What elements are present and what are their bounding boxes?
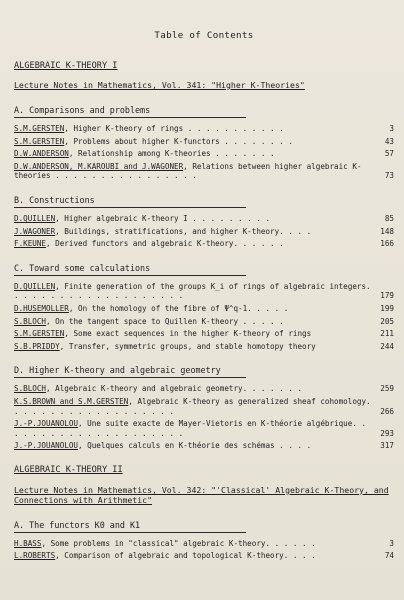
- toc-entry: [14, 329, 394, 339]
- part1-title: ALGEBRAIC K-THEORY I: [14, 61, 118, 71]
- entry-page: 74: [384, 551, 394, 561]
- section-d: [14, 365, 394, 451]
- entry-page: 3: [389, 124, 394, 133]
- entry-title: , Relationship among K-theories . . . . . . .: [68, 149, 275, 159]
- toc-entry: [14, 124, 394, 134]
- entry-page: 205: [380, 316, 394, 326]
- entry-title: , Finite generation of the groups K_i of rings of algebraic integers. . . . . . . . . . . . . . . . . . . .: [14, 281, 371, 301]
- entry-title: , Derived functors and algebraic K-theory. . . . . .: [46, 239, 284, 249]
- entry-author: D.HUSEMOLLER: [14, 303, 69, 313]
- entry-author: S.B.PRIDDY: [14, 341, 60, 351]
- entry-title: , Some exact sequences in the higher K-theory of rings: [64, 329, 312, 339]
- toc-entry: [14, 282, 394, 301]
- toc-entry: [14, 227, 394, 237]
- entry-title: , Relations between higher algebraic K-theories . . . . . . . . . . . . . . . .: [14, 161, 362, 181]
- entry-page: 179: [380, 291, 394, 301]
- entry-author: K.S.BROWN and S.M.GERSTEN: [14, 396, 129, 406]
- entry-title: , Higher algebraic K-theory I . . . . . . . . .: [55, 213, 271, 223]
- part2-section-a: [14, 520, 394, 561]
- toc-entry: [14, 551, 394, 561]
- entry-title: , Problems about higher K-functors . . . . . . . .: [64, 136, 293, 146]
- entry-title: , Buildings, stratifications, and higher K-theory. . . .: [55, 226, 312, 236]
- toc-entry: [14, 384, 394, 394]
- entry-page: 293: [380, 428, 394, 438]
- section-heading: A. The functors K0 and K1: [14, 520, 246, 533]
- toc-entry: [14, 239, 394, 249]
- toc-entry: [14, 162, 394, 181]
- entry-author: J.WAGONER: [14, 226, 56, 236]
- entry-author: S.BLOCH: [14, 316, 47, 326]
- entry-page: 259: [380, 384, 394, 394]
- part1-subtitle: Lecture Notes in Mathematics, Vol. 341: "Higher K-Theories": [14, 80, 305, 90]
- entry-title: , On the tangent space to Quillen K-theory . . . . .: [46, 316, 284, 326]
- entry-page: 317: [380, 441, 394, 451]
- entry-author: S.M.GERSTEN: [14, 136, 65, 146]
- entry-author: D.QUILLEN: [14, 213, 56, 223]
- entry-author: H.BASS: [14, 538, 42, 548]
- entry-author: D.QUILLEN: [14, 281, 56, 291]
- entry-author: D.W.ANDERSON, M.KAROUBI and J.WAGONER: [14, 161, 184, 171]
- entry-title: , Some problems in "classical" algebraic K-theory. . . . . .: [41, 538, 316, 548]
- entry-page: 43: [384, 136, 394, 146]
- entry-page: 199: [380, 303, 394, 313]
- toc-entry: [14, 539, 394, 549]
- section-c: [14, 263, 394, 352]
- entry-title: , Quelques calculs en K-théorie des schémas . . . .: [78, 441, 312, 451]
- entry-page: 244: [380, 341, 394, 351]
- entry-author: J.-P.JOUANOLOU: [14, 441, 79, 451]
- entry-title: , Une suite exacte de Mayer-Vietoris en K-théorie algébrique. . . . . . . . . . . . . . . . . . . . .: [14, 419, 367, 438]
- entry-author: D.W.ANDERSON: [14, 149, 69, 159]
- page-title: Table of Contents: [154, 30, 254, 41]
- entry-author: J.-P.JOUANOLOU: [14, 419, 79, 429]
- entry-author: S.M.GERSTEN: [14, 124, 65, 133]
- part2-title: ALGEBRAIC K-THEORY II: [14, 464, 123, 475]
- entry-page: 57: [384, 149, 394, 159]
- entry-author: F.KEUNE: [14, 239, 47, 249]
- entry-page: 85: [384, 213, 394, 223]
- toc-entry: [14, 149, 394, 159]
- entry-title: , On the homology of the fibre of Ψ^q-1. . . . .: [68, 303, 289, 313]
- entry-author: S.M.GERSTEN: [14, 329, 65, 339]
- entry-title: , Comparison of algebraic and topological K-theory. . . .: [55, 551, 316, 561]
- entry-title: , Higher K-theory of rings . . . . . . . . . . .: [64, 124, 284, 133]
- section-heading: D. Higher K-theory and algebraic geometry: [14, 365, 246, 378]
- section-b: [14, 195, 394, 249]
- toc-entry: [14, 441, 394, 451]
- entry-page: 211: [380, 329, 394, 339]
- toc-entry: [14, 397, 394, 416]
- section-heading: A. Comparisons and problems: [14, 105, 246, 118]
- section-heading: C. Toward some calculations: [14, 263, 246, 276]
- toc-entry: [14, 419, 394, 438]
- entry-page: 166: [380, 239, 394, 249]
- entry-author: L.ROBERTS: [14, 551, 56, 561]
- toc-entry: [14, 342, 394, 352]
- toc-entry: [14, 317, 394, 327]
- entry-page: 3: [389, 538, 394, 548]
- entry-title: , Algebraic K-theory and algebraic geometry. . . . . . .: [46, 384, 303, 394]
- entry-title: , Algebraic K-theory as generalized sheaf cohomology. . . . . . . . . . . . . . . . . . .: [14, 396, 371, 416]
- entry-page: 148: [380, 226, 394, 236]
- section-a: [14, 105, 394, 181]
- entry-page: 73: [384, 171, 394, 181]
- part2-subtitle: Lecture Notes in Mathematics, Vol. 342: "'Classical' Algebraic K-Theory, and Connections with Arithmetic": [14, 484, 389, 505]
- toc-entry: [14, 304, 394, 314]
- entry-author: S.BLOCH: [14, 384, 47, 394]
- toc-entry: [14, 214, 394, 224]
- entry-title: , Transfer, symmetric groups, and stable homotopy theory: [59, 341, 316, 351]
- toc-entry: [14, 137, 394, 147]
- entry-page: 266: [380, 406, 394, 416]
- section-heading: B. Constructions: [14, 195, 246, 208]
